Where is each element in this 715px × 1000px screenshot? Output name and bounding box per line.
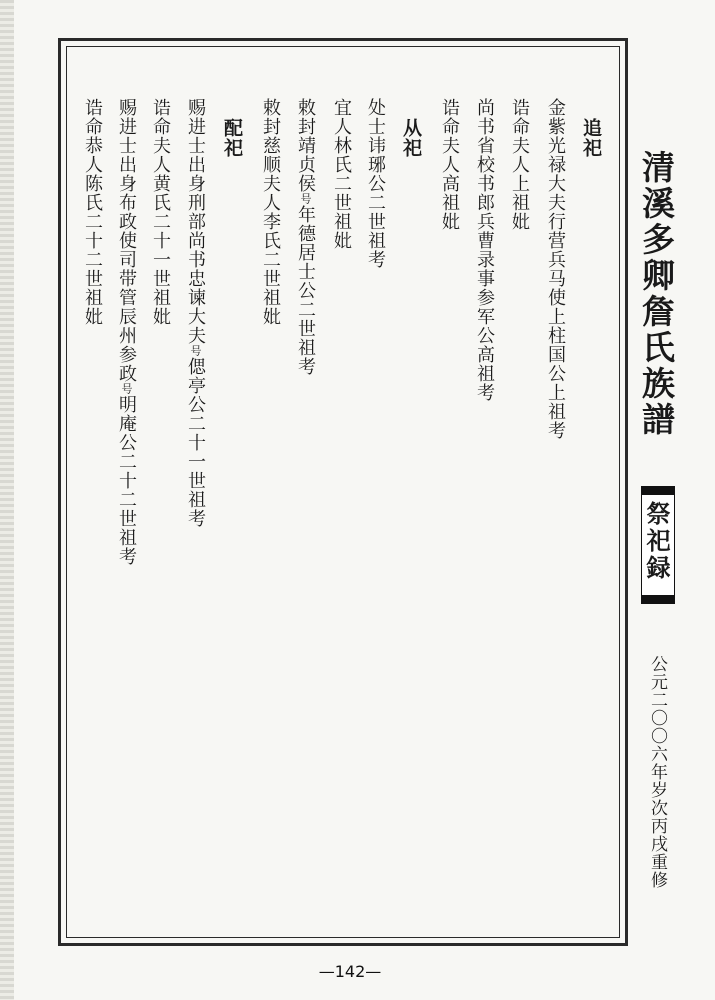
heading-congsi: 从祀	[400, 118, 422, 158]
entry-peisi-1	[186, 98, 204, 528]
hao-mark: 号	[299, 193, 312, 205]
entry-congsi-3-part-b: 年德居士公二世祖考	[295, 205, 316, 376]
entry-congsi-2: 宜人林氏二世祖妣	[331, 98, 352, 250]
entry-peisi-4: 诰命恭人陈氏二十二世祖妣	[82, 98, 103, 326]
heading-zhuisi: 追祀	[580, 118, 602, 158]
entry-congsi-3	[296, 98, 314, 376]
heading-peisi: 配祀	[221, 118, 243, 158]
entry-peisi-1-part-b: 偲亭公二十一世祖考	[185, 357, 206, 528]
entry-zhuisi-3: 尚书省校书郎兵曹录事参军公高祖考	[474, 98, 495, 402]
section-badge	[641, 486, 675, 604]
page-number: —142—	[318, 962, 382, 981]
entry-peisi-1-part-a: 赐进士出身刑部尚书忠谏大夫	[185, 98, 206, 345]
entry-zhuisi-4: 诰命夫人高祖妣	[439, 98, 460, 231]
section-badge-text: 祭祀録	[642, 501, 671, 582]
entry-zhuisi-1: 金紫光禄大夫行营兵马使上柱国公上祖考	[545, 98, 566, 440]
entry-zhuisi-2: 诰命夫人上祖妣	[509, 98, 530, 231]
entry-peisi-2: 诰命夫人黄氏二十一世祖妣	[150, 98, 171, 326]
badge-bar-top	[642, 487, 674, 495]
genealogy-title: 清溪多卿詹氏族譜	[637, 150, 676, 438]
entry-congsi-1: 处士讳琊公二世祖考	[365, 98, 386, 269]
hao-mark: 号	[120, 383, 133, 395]
revision-date: 公元二〇〇六年岁次丙戌重修	[647, 655, 667, 889]
entry-peisi-3	[117, 98, 135, 566]
hao-mark: 号	[189, 345, 202, 357]
badge-bar-bottom	[642, 595, 674, 603]
entry-congsi-4: 敕封慈顺夫人李氏二世祖妣	[260, 98, 281, 326]
scan-edge	[0, 0, 14, 1000]
entry-peisi-3-part-b: 明庵公二十二世祖考	[116, 395, 137, 566]
entry-peisi-3-part-a: 赐进士出身布政使司带管辰州参政	[116, 98, 137, 383]
entry-congsi-3-part-a: 敕封靖贞侯	[295, 98, 316, 193]
